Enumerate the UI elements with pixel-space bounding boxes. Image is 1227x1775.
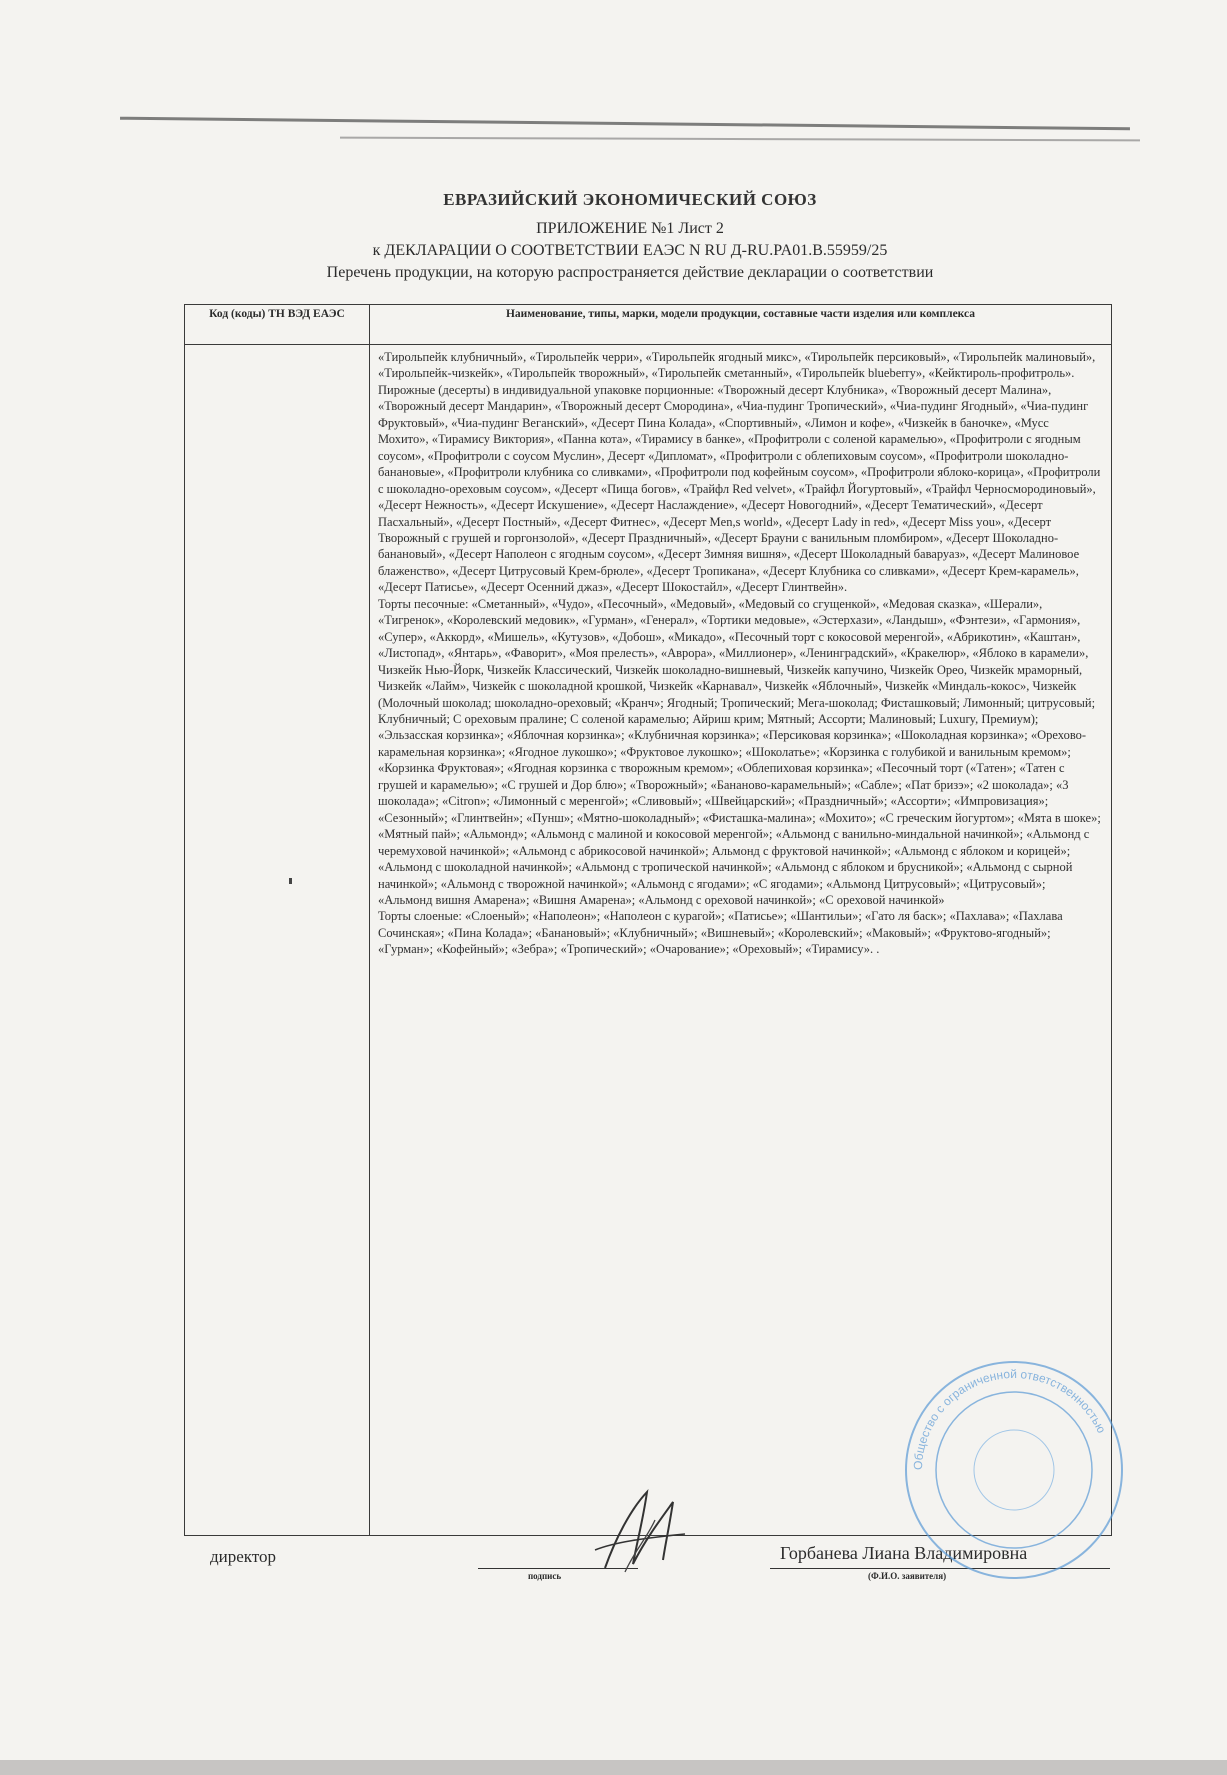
product-paragraph-2: Пирожные (десерты) в индивидуальной упаковке порционные: «Творожный десерт Клубника», «Творожный десерт Малина», «Творожный десерт Мандарин», «Творожный десерт Смородина», «Чиа-пудинг Тропический», «Чиа-пудинг Ягодный», «Чиа-пудинг Фруктовый», «Чиа-пудинг Веганский», «Десерт Пина Колада», «Спортивный», «Лимон и кофе», «Чизкейк в баночке», «Мусс Мохито», «Тирамису Виктория», «Панна кота», «Тирамису в банке», «Профитроли с соленой карамелью», «Профитроли с ягодным соусом», «Профитроли с соусом Муслин», Десерт «Дипломат», «Профитроли с облепиховым соусом», «Профитроли шоколадно-банановые», «Профитроли клубника со сливками», «Профитроли под кофейным соусом», «Профитроли яблоко-корица», «Профитроли с шоколадно-ореховым соусом», «Десерт «Пища богов», «Трайфл Red velvet», «Трайфл Йогуртовый», «Трайфл Черносмородиновый», «Десерт Нежность», «Десерт Искушение», «Десерт Наслаждение», «Десерт Новогодний», «Десерт Тематический», «Десерт Пасхальный», «Десерт Постный», «Десерт Фитнес», «Десерт Men,s world», «Десерт Lady in red», «Десерт Miss you», «Десерт Творожный с грушей и горгонзолой», «Десерт Праздничный», «Десерт Брауни с ванильным пломбиром», «Десерт Шоколадно-банановый», «Десерт Наполеон с ягодным соусом», «Десерт Зимняя вишня», «Десерт Шоколадный баваруаз», «Десерт Малиновое блаженство», «Десерт Цитрусовый Крем-брюле», «Десерт Тропикана», «Десерт Клубника со сливками», «Десерт Крем-карамель», «Десерт Патисье», «Десерт Осенний джаз», «Десерт Шокостайл», «Десерт Глинтвейн».	[378, 382, 1101, 595]
signer-role: директор	[210, 1547, 277, 1566]
col-code-header: Код (коды) ТН ВЭД ЕАЭС	[185, 305, 370, 345]
product-paragraph-1: «Тирольпейк клубничный», «Тирольпейк черри», «Тирольпейк ягодный микс», «Тирольпейк персиковый», «Тирольпейк малиновый», «Тирольпейк-чизкейк», «Тирольпейк творожный», «Тирольпейк сметанный», «Тирольпейк blueberry», «Кейктироль-профитроль».	[378, 350, 1096, 381]
company-seal-stamp	[902, 1358, 1127, 1583]
product-paragraph-3: Торты песочные: «Сметанный», «Чудо», «Песочный», «Медовый», «Медовый со сгущенкой», «Медовая сказка», «Шерали», «Тигренок», «Королевский медовик», «Гурман», «Генерал», «Тортики медовые», «Эстерхази», «Ландыш», «Фэнтези», «Гармония», «Супер», «Аккорд», «Мишель», «Кутузов», «Добош», «Микадо», «Песочный торт с кокосовой меренгой», «Абрикотин», «Каштан», «Листопад», «Янтарь», «Фаворит», «Моя прелесть», «Аврора», «Миллионер», «Ленинградский», «Кракелюр», «Яблоко в карамели», Чизкейк Нью-Йорк, Чизкейк Классический, Чизкейк шоколадно-вишневый, Чизкейк капучино, Чизкейк Орео, Чизкейк мраморный, Чизкейк «Лайм», Чизкейк с шоколадной крошкой, Чизкейк «Карнавал», Чизкейк «Яблочный», Чизкейк «Миндаль-кокос», Чизкейк (Молочный шоколад; шоколадно-ореховый; «Кранч»; Ягодный; Тропический; Мега-шоколад; Фисташковый; Лимонный; цитрусовый; Клубничный; С ореховым пралине; С соленой карамелью; Айриш крим; Мятный; Ассорти; Малиновый; Luxury, Премиум); «Эльзасская корзинка»; «Яблочная корзинка»; «Клубничная корзинка»; «Персиковая корзинка»; «Шоколадная корзинка»; «Орехово-карамельная корзинка»; «Ягодное лукошко»; «Фруктовое лукошко»; «Шоколатье»; «Корзинка с голубикой и ванильным кремом»; «Корзинка Фруктовая»; «Ягодная корзинка с творожным кремом»; «Облепиховая корзинка»; «Песочный торт («Татен»; «Татен с грушей и карамелью»; «С грушей и Дор блю»; «Творожный»; «Бананово-карамельный»; «Сабле»; «Пат бризэ»; «2 шоколада»; «3 шоколада»; «Citron»; «Лимонный с меренгой»; «Сливовый»; «Швейцарский»; «Праздничный»; «Ассорти»; «Импровизация»; «Сезонный»; «Глинтвейн»; «Пунш»; «Мятно-шоколадный»; «Фисташка-малина»; «Мохито»; «С греческим йогуртом»; «Мята в шоке»; «Мятный пай»; «Альмонд»; «Альмонд с малиной и кокосовой меренгой»; «Альмонд с ванильно-миндальной начинкой»; «Альмонд с черемуховой начинкой»; «Альмонд с абрикосовой начинкой»; Альмонд с фруктовой начинкой»; «Альмонд с яблоком и корицей»; «Альмонд с шоколадной начинкой»; «Альмонд с тропической начинкой»; «Альмонд с яблоком и брусникой»; «Альмонд с сырной начинкой»; «Альмонд с творожной начинкой»; «Альмонд с ягодами»; «С ягодами»; «Альмонд Цитрусовый»; «Цитрусовый»; «Альмонд вишня Амарена»; «Вишня Амарена»; «Альмонд с ореховой начинкой»; «С ореховой начинкой»	[378, 596, 1101, 907]
list-title: Перечень продукции, на которую распространяется действие декларации о соответствии	[326, 264, 934, 281]
scan-bottom-band	[0, 1760, 1227, 1775]
product-table	[184, 304, 1112, 1536]
code-cell	[185, 345, 370, 1536]
signer-name: Горбанева Лиана Владимировна	[780, 1543, 1028, 1563]
product-list-cell	[370, 345, 1112, 1536]
handwritten-signature	[585, 1480, 695, 1580]
declaration-title: к ДЕКЛАРАЦИИ О СООТВЕТСТВИИ ЕАЭС N RU Д-RU.PA01.В.55959/25	[372, 242, 888, 259]
stamp-text: Общество с ограниченной ответственностью	[910, 1366, 1109, 1471]
name-label: (Ф.И.О. заявителя)	[868, 1571, 947, 1581]
scan-speck	[289, 878, 292, 884]
signature-label: подпись	[528, 1571, 562, 1581]
table-header-row	[185, 305, 1112, 345]
organization-title: ЕВРАЗИЙСКИЙ ЭКОНОМИЧЕСКИЙ СОЮЗ	[443, 190, 817, 209]
scan-edge-line-2	[340, 137, 1140, 142]
appendix-title: ПРИЛОЖЕНИЕ №1 Лист 2	[536, 220, 724, 237]
scan-edge-line	[120, 117, 1130, 131]
table-row	[185, 345, 1112, 1536]
svg-text:Общество с ограниченной ответс	[911, 1367, 1109, 1470]
col-name-header: Наименование, типы, марки, модели продукции, составные части изделия или комплекса	[370, 305, 1112, 345]
document-header	[160, 190, 1100, 282]
product-paragraph-4: Торты слоеные: «Слоеный»; «Наполеон»; «Наполеон с курагой»; «Патисье»; «Шантильи»; «Гато ля баск»; «Пахлава»; «Пахлава Сочинская»; «Пина Колада»; «Банановый»; «Клубничный»; «Вишневый»; «Королевский»; «Маковый»; «Фруктово-ягодный»; «Гурман»; «Кофейный»; «Зебра»; «Тропический»; «Очарование»; «Ореховый»; «Тирамису». .	[378, 909, 1063, 957]
